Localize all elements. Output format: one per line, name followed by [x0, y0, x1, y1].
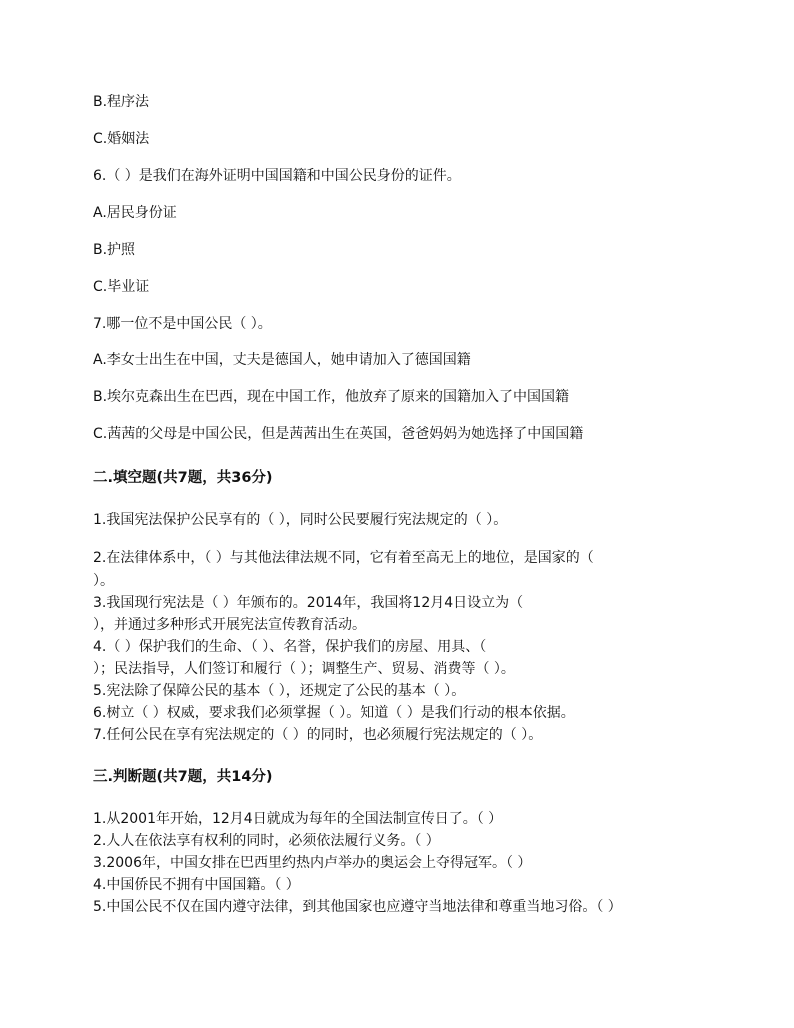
- q6-option-a: A.居民身份证: [93, 205, 177, 221]
- fill-q3-line1: 3.我国现行宪法是（ ）年颁布的。2014年，我国将12月4日设立为（: [93, 595, 524, 611]
- section3-heading: 三.判断题(共7题，共14分): [93, 769, 273, 785]
- fill-q2-line1: 2.在法律体系中，（ ）与其他法律法规不同，它有着至高无上的地位，是国家的（: [93, 550, 594, 566]
- judge-q3: 3.2006年，中国女排在巴西里约热内卢举办的奥运会上夺得冠军。（ ）: [93, 855, 532, 871]
- fill-q5: 5.宪法除了保障公民的基本（ ），还规定了公民的基本（ ）。: [93, 683, 466, 699]
- fill-q2-line2: ）。: [93, 573, 114, 589]
- judge-q5: 5.中国公民不仅在国内遵守法律，到其他国家也应遵守当地法律和尊重当地习俗。（ ）: [93, 899, 622, 915]
- fill-q3-line2: ），并通过多种形式开展宪法宣传教育活动。: [93, 617, 366, 633]
- fill-q4-line2: ）；民法指导，人们签订和履行（ ）；调整生产、贸易、消费等（ ）。: [93, 661, 515, 677]
- judge-q2: 2.人人在依法享有权利的同时，必须依法履行义务。（ ）: [93, 833, 440, 849]
- q6-option-b: B.护照: [93, 242, 136, 258]
- section2-heading: 二.填空题(共7题，共36分): [93, 470, 273, 486]
- judge-q1: 1.从2001年开始，12月4日就成为每年的全国法制宣传日了。（ ）: [93, 811, 503, 827]
- judge-q4: 4.中国侨民不拥有中国国籍。（ ）: [93, 877, 300, 893]
- q6-option-c: C.毕业证: [93, 279, 150, 295]
- fill-q7: 7.任何公民在享有宪法规定的（ ）的同时，也必须履行宪法规定的（ ）。: [93, 727, 543, 743]
- q5-option-b: B.程序法: [93, 94, 150, 110]
- fill-q4-line1: 4.（ ）保护我们的生命、（ ）、名誉，保护我们的房屋、用具、（: [93, 639, 487, 655]
- fill-q6: 6.树立（ ）权威，要求我们必须掌握（ ）。知道（ ）是我们行动的根本依据。: [93, 705, 575, 721]
- q7-option-a: A.李女士出生在中国，丈夫是德国人，她申请加入了德国国籍: [93, 352, 471, 368]
- fill-q1: 1.我国宪法保护公民享有的（ ），同时公民要履行宪法规定的（ ）。: [93, 512, 508, 528]
- q7-option-b: B.埃尔克森出生在巴西，现在中国工作，他放弃了原来的国籍加入了中国国籍: [93, 389, 570, 405]
- q7-option-c: C.茜茜的父母是中国公民，但是茜茜出生在英国，爸爸妈妈为她选择了中国国籍: [93, 426, 584, 442]
- q5-option-c: C.婚姻法: [93, 131, 150, 147]
- q7-stem: 7.哪一位不是中国公民（ ）。: [93, 316, 272, 332]
- q6-stem: 6.（ ）是我们在海外证明中国国籍和中国公民身份的证件。: [93, 168, 461, 184]
